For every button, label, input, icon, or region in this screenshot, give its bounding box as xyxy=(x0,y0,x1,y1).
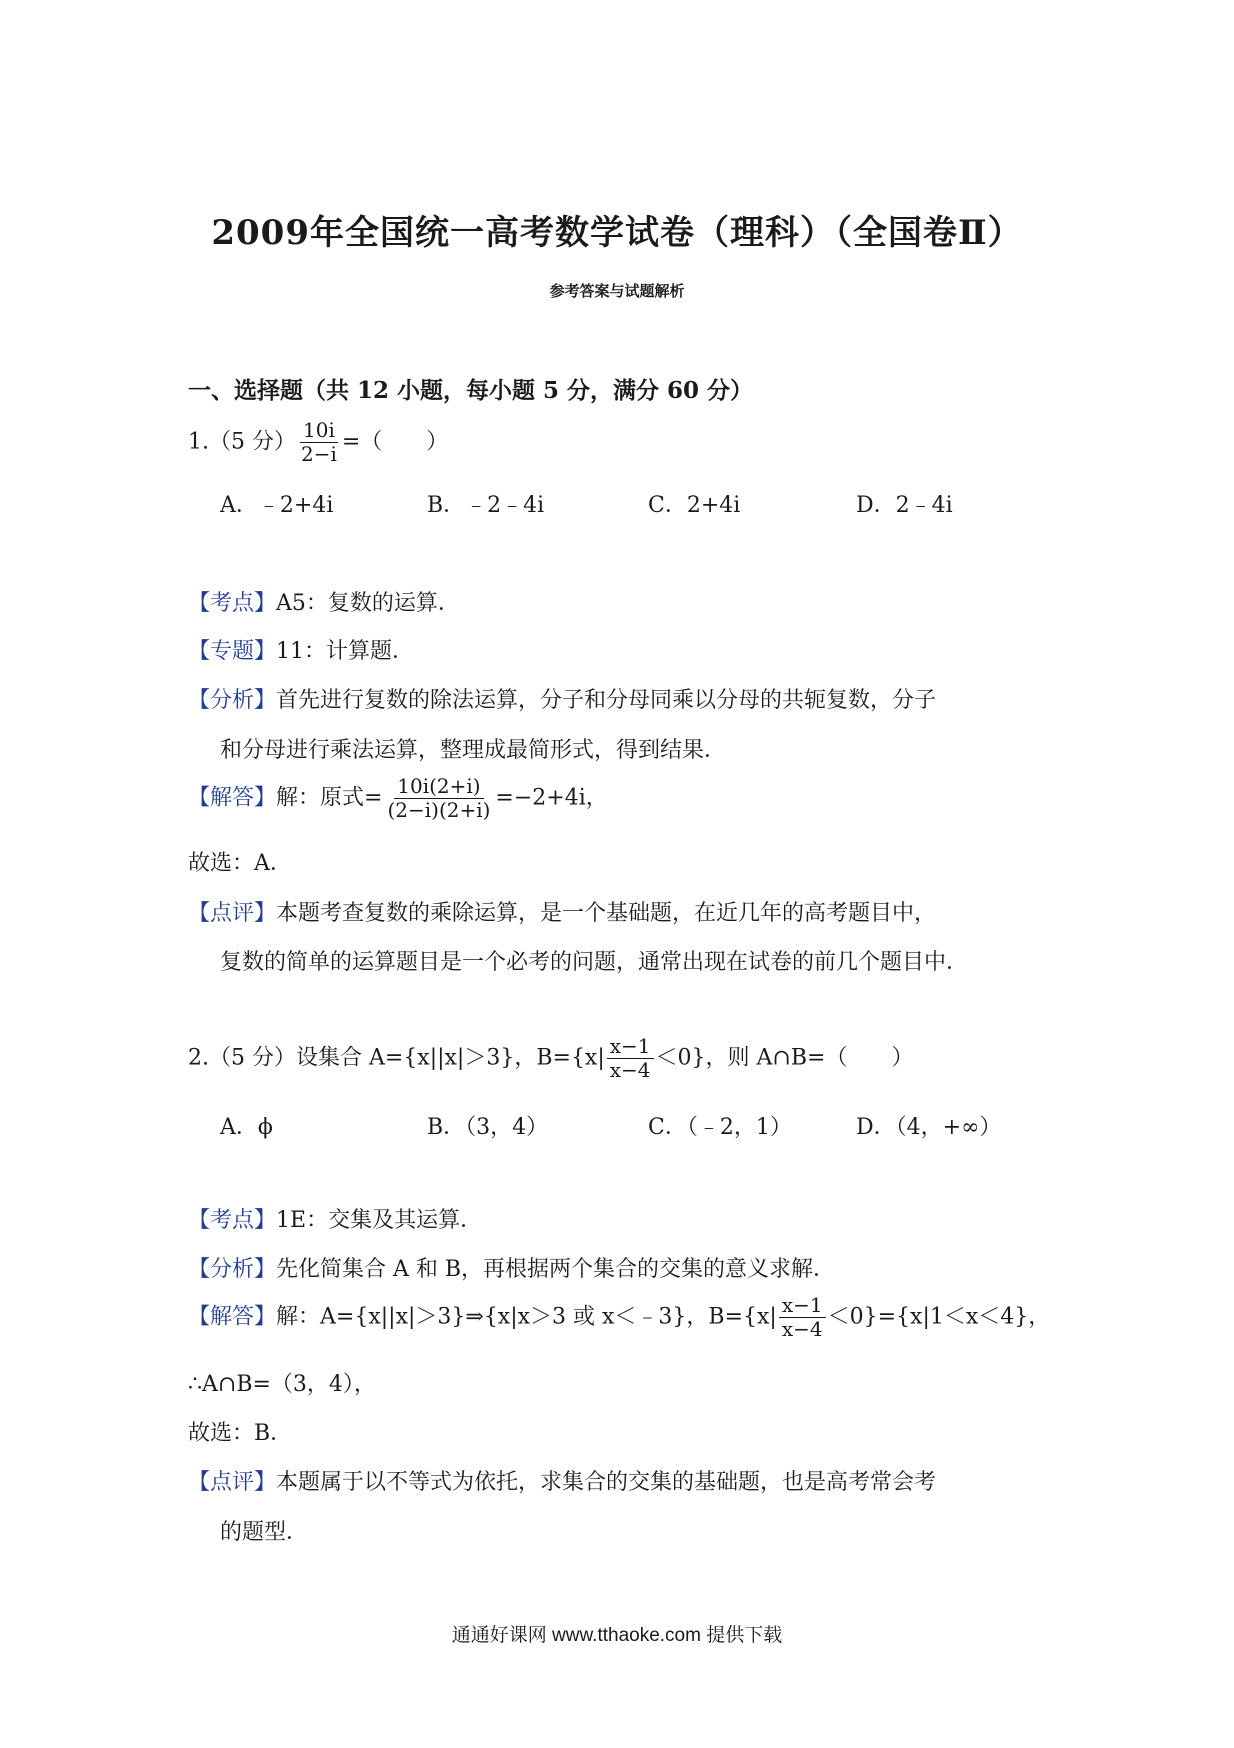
q2-fenxi-tag: 【分析】 xyxy=(188,1257,277,1282)
question-1-prefix: 1.（5 分） xyxy=(188,429,296,455)
q1-fenxi-text-2: 和分母进行乘法运算，整理成最简形式，得到结果． xyxy=(220,738,727,763)
q2-fenxi xyxy=(188,1252,835,1283)
q2-jieda-suffix: ＜0}={x|1＜x＜4}， xyxy=(827,1304,1051,1330)
question-1-suffix: =（ ） xyxy=(341,429,449,455)
q2-kaodian-text: 1E：交集及其运算． xyxy=(276,1208,483,1233)
question-1-fraction xyxy=(298,420,340,465)
q2-answer: 故选：B． xyxy=(188,1421,293,1446)
question-2-option-b: B．（3，4） xyxy=(427,1115,549,1140)
q2-kaodian xyxy=(188,1203,482,1234)
q2-jieda-fraction xyxy=(779,1295,826,1340)
q1-answer: 故选：A． xyxy=(188,851,292,876)
q1-fenxi xyxy=(188,683,936,714)
question-2-denominator: x−4 xyxy=(609,1058,651,1082)
page-subtitle: 参考答案与试题解析 xyxy=(549,282,685,300)
q1-fenxi-tag: 【分析】 xyxy=(188,688,277,713)
q1-zhuanti-text: 11：计算题． xyxy=(276,639,415,664)
q2-dianping xyxy=(188,1465,936,1496)
question-2-option-a: A．ϕ xyxy=(220,1115,273,1140)
question-1-numerator: 10i xyxy=(300,420,338,443)
q2-dianping-tag: 【点评】 xyxy=(188,1470,277,1495)
q1-fenxi-text-1: 首先进行复数的除法运算，分子和分母同乘以分母的共轭复数，分子 xyxy=(276,688,937,713)
q2-kaodian-tag: 【考点】 xyxy=(188,1208,277,1233)
q1-dianping-tag: 【点评】 xyxy=(188,901,277,926)
q2-dianping-text-2: 的题型． xyxy=(220,1520,309,1545)
question-2-option-c: C．（﹣2，1） xyxy=(648,1115,792,1140)
question-1 xyxy=(188,420,448,465)
q1-jieda xyxy=(188,776,608,821)
q1-dianping xyxy=(188,896,936,927)
q1-kaodian-text: A5：复数的运算． xyxy=(276,591,460,616)
question-1-option-b: B．﹣2﹣4i xyxy=(427,493,545,518)
q2-jieda-numerator: x−1 xyxy=(779,1295,826,1318)
question-2-suffix: ＜0}，则 A∩B=（ ） xyxy=(655,1045,914,1071)
page-title: 2009年全国统一高考数学试卷（理科）（全国卷Ⅱ） xyxy=(211,213,1023,253)
question-1-option-d: D．2﹣4i xyxy=(856,493,953,518)
q1-jieda-prefix: 解：原式= xyxy=(276,785,383,811)
question-2-numerator: x−1 xyxy=(607,1036,654,1059)
q2-jieda xyxy=(188,1295,1050,1340)
q1-kaodian xyxy=(188,586,460,617)
q1-kaodian-tag: 【考点】 xyxy=(188,591,277,616)
q2-dianping-text-1: 本题属于以不等式为依托，求集合的交集的基础题，也是高考常会考 xyxy=(276,1470,937,1495)
q2-jieda-tag: 【解答】 xyxy=(188,1304,277,1330)
question-2-fraction xyxy=(607,1036,654,1081)
q1-dianping-text-1: 本题考查复数的乘除运算，是一个基础题，在近几年的高考题目中， xyxy=(276,901,937,926)
q1-dianping-text-2: 复数的简单的运算题目是一个必考的问题，通常出现在试卷的前几个题目中． xyxy=(220,950,969,975)
q1-jieda-fraction xyxy=(384,776,493,821)
question-2 xyxy=(188,1036,913,1081)
question-1-option-c: C．2+4i xyxy=(648,493,741,518)
q1-jieda-denominator: (2−i)(2+i) xyxy=(387,798,491,822)
page-footer: 通通好课网 www.tthaoke.com 提供下载 xyxy=(451,1625,783,1646)
section-heading: 一、选择题（共 12 小题，每小题 5 分，满分 60 分） xyxy=(188,377,754,404)
q2-jieda-line-2: ∴A∩B=（3，4）， xyxy=(188,1372,376,1397)
q2-jieda-denominator: x−4 xyxy=(781,1317,823,1341)
q2-jieda-prefix: 解：A={x||x|＞3}⇒{x|x＞3 或 x＜﹣3}，B={x| xyxy=(276,1304,777,1330)
q1-jieda-numerator: 10i(2+i) xyxy=(394,776,483,799)
q1-zhuanti-tag: 【专题】 xyxy=(188,639,277,664)
q1-zhuanti xyxy=(188,634,414,665)
q2-fenxi-text: 先化简集合 A 和 B，再根据两个集合的交集的意义求解． xyxy=(276,1257,836,1282)
q1-jieda-suffix: =−2+4i， xyxy=(495,785,608,811)
question-1-option-a: A．﹣2+4i xyxy=(220,493,334,518)
question-2-option-d: D．（4，+∞） xyxy=(856,1115,1002,1140)
question-2-prefix: 2.（5 分）设集合 A={x||x|＞3}，B={x| xyxy=(188,1045,605,1071)
q1-jieda-tag: 【解答】 xyxy=(188,785,277,811)
question-1-denominator: 2−i xyxy=(300,442,337,466)
